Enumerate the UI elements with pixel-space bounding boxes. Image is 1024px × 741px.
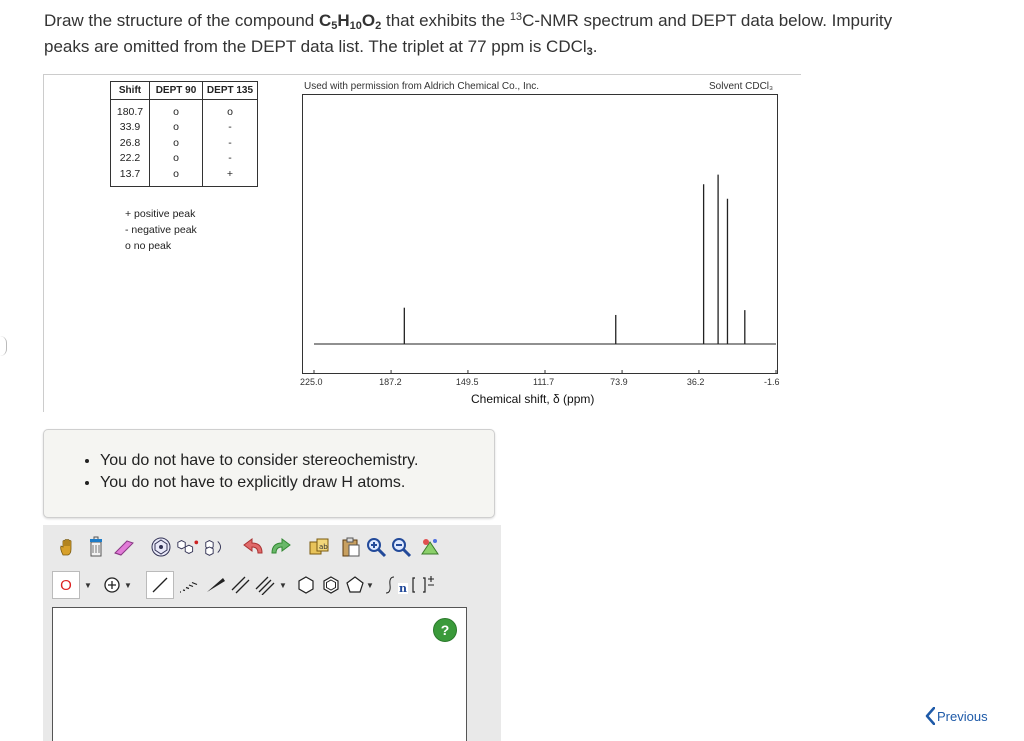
x-tick-label: 149.5 bbox=[455, 377, 479, 387]
shift-cell: 22.2 bbox=[111, 151, 150, 167]
isotope-superscript: 13 bbox=[509, 11, 523, 23]
wedge-bond-icon[interactable] bbox=[203, 573, 227, 597]
instruction-item: • You do not have to consider stereochemistry. bbox=[100, 450, 494, 472]
dept90-cell: o bbox=[150, 151, 203, 167]
dept135-cell: - bbox=[203, 120, 258, 136]
shift-cell: 180.7 bbox=[111, 100, 150, 120]
atom-dropdown-icon[interactable]: ▼ bbox=[84, 581, 92, 590]
instructions-box bbox=[43, 429, 495, 518]
dept90-cell: o bbox=[150, 100, 203, 120]
formula-o-count: 2 bbox=[375, 20, 382, 32]
cdcl3-subscript: 3 bbox=[586, 46, 593, 58]
header-dept135: DEPT 135 bbox=[203, 82, 258, 100]
dept135-cell: - bbox=[203, 151, 258, 167]
table-row bbox=[111, 151, 258, 167]
spectrum-trace bbox=[314, 175, 776, 344]
instruction-item: • You do not have to explicitly draw H atoms. bbox=[100, 472, 494, 494]
eraser-icon[interactable] bbox=[112, 535, 136, 559]
svg-text:ab: ab bbox=[319, 543, 328, 551]
help-button[interactable]: ? bbox=[433, 618, 457, 642]
drawing-canvas[interactable] bbox=[52, 607, 467, 741]
formula-c: C bbox=[318, 11, 332, 30]
x-axis-ticks bbox=[314, 370, 776, 374]
table-row bbox=[111, 120, 258, 136]
charge-bracket-icon[interactable] bbox=[411, 573, 437, 597]
redo-icon[interactable] bbox=[268, 535, 292, 559]
cyclohexane-ring-icon[interactable] bbox=[294, 573, 318, 597]
legend-positive: + positive peak bbox=[125, 208, 196, 220]
dept90-cell: o bbox=[150, 120, 203, 136]
clean-structure-icon[interactable] bbox=[418, 535, 442, 559]
formula-o: O bbox=[361, 11, 376, 30]
legend-negative: - negative peak bbox=[125, 224, 197, 236]
left-scroll-tab bbox=[0, 336, 7, 356]
paste-icon[interactable] bbox=[339, 535, 363, 559]
formula bbox=[319, 11, 381, 30]
dept-legend bbox=[125, 206, 197, 254]
shift-cell: 13.7 bbox=[111, 166, 150, 186]
svg-text:n: n bbox=[399, 582, 407, 595]
dept90-cell: o bbox=[150, 166, 203, 186]
x-tick-label: 225.0 bbox=[300, 377, 323, 387]
cyclopentane-ring-icon[interactable] bbox=[343, 573, 367, 597]
templates-icon[interactable] bbox=[176, 535, 200, 559]
single-bond-icon[interactable] bbox=[146, 571, 174, 599]
x-axis-label: Chemical shift, δ (ppm) bbox=[471, 392, 595, 406]
benzene-ring-icon[interactable] bbox=[319, 573, 343, 597]
x-tick-label: 187.2 bbox=[379, 377, 402, 387]
question-text bbox=[44, 8, 1019, 60]
zoom-out-icon[interactable] bbox=[389, 535, 413, 559]
figure-top-rule bbox=[43, 74, 801, 75]
table-row bbox=[111, 135, 258, 151]
spectrum-solvent: Solvent CDCl₃ bbox=[709, 81, 774, 92]
hand-tool-icon[interactable] bbox=[56, 535, 80, 559]
undo-icon[interactable] bbox=[242, 535, 266, 559]
atom-selector-button[interactable] bbox=[52, 571, 80, 599]
spectrum-credit: Used with permission from Aldrich Chemical Co., Inc. bbox=[304, 81, 540, 92]
charge-dropdown-icon[interactable]: ▼ bbox=[124, 581, 132, 590]
charge-plus-icon[interactable] bbox=[100, 573, 124, 597]
header-dept90: DEPT 90 bbox=[150, 82, 203, 100]
clear-canvas-icon[interactable] bbox=[84, 535, 108, 559]
instructions-list bbox=[82, 450, 494, 494]
legend-none: o no peak bbox=[125, 240, 172, 252]
ring-dropdown-icon[interactable]: ▼ bbox=[366, 581, 374, 590]
double-bond-icon[interactable] bbox=[228, 573, 252, 597]
dept90-cell: o bbox=[150, 135, 203, 151]
hashed-wedge-bond-icon[interactable] bbox=[176, 573, 200, 597]
question-line1-mid: that exhibits the bbox=[381, 11, 510, 30]
figure-left-rule bbox=[43, 74, 44, 412]
dept-table bbox=[110, 81, 258, 187]
dept-header-row bbox=[111, 82, 258, 100]
previous-label: Previous bbox=[937, 708, 988, 724]
table-row bbox=[111, 166, 258, 186]
ring-template-icon[interactable] bbox=[149, 535, 173, 559]
dept135-cell: + bbox=[203, 166, 258, 186]
x-tick-label: -1.6 bbox=[764, 377, 780, 387]
dept135-cell: - bbox=[203, 135, 258, 151]
shift-cell: 33.9 bbox=[111, 120, 150, 136]
shift-cell: 26.8 bbox=[111, 135, 150, 151]
chain-template-icon[interactable] bbox=[203, 535, 227, 559]
previous-button[interactable] bbox=[925, 705, 988, 727]
x-tick-label: 111.7 bbox=[533, 377, 555, 387]
question-line1-end: C-NMR spectrum and DEPT data below. Impurity bbox=[522, 11, 893, 30]
formula-c-count: 5 bbox=[331, 20, 338, 32]
x-tick-label: 36.2 bbox=[686, 377, 705, 387]
question-period: . bbox=[592, 37, 598, 56]
header-shift: Shift bbox=[111, 82, 150, 100]
dept135-cell: o bbox=[203, 100, 258, 120]
sgroup-bracket-icon[interactable] bbox=[384, 573, 410, 597]
chevron-left-icon bbox=[925, 707, 935, 725]
triple-bond-icon[interactable] bbox=[253, 573, 277, 597]
table-row bbox=[111, 100, 258, 120]
question-line1-start: Draw the structure of the compound bbox=[44, 11, 319, 30]
bond-dropdown-icon[interactable]: ▼ bbox=[279, 581, 287, 590]
atom-label: O bbox=[60, 576, 72, 594]
question-line2: peaks are omitted from the DEPT data list. The triplet at 77 ppm is CDCl bbox=[44, 37, 587, 56]
x-tick-label: 73.9 bbox=[610, 377, 628, 387]
zoom-in-icon[interactable] bbox=[364, 535, 388, 559]
nmr-spectrum bbox=[302, 94, 778, 394]
formula-h-count: 10 bbox=[349, 20, 362, 32]
copy-icon[interactable] bbox=[308, 535, 332, 559]
formula-h: H bbox=[337, 11, 350, 30]
